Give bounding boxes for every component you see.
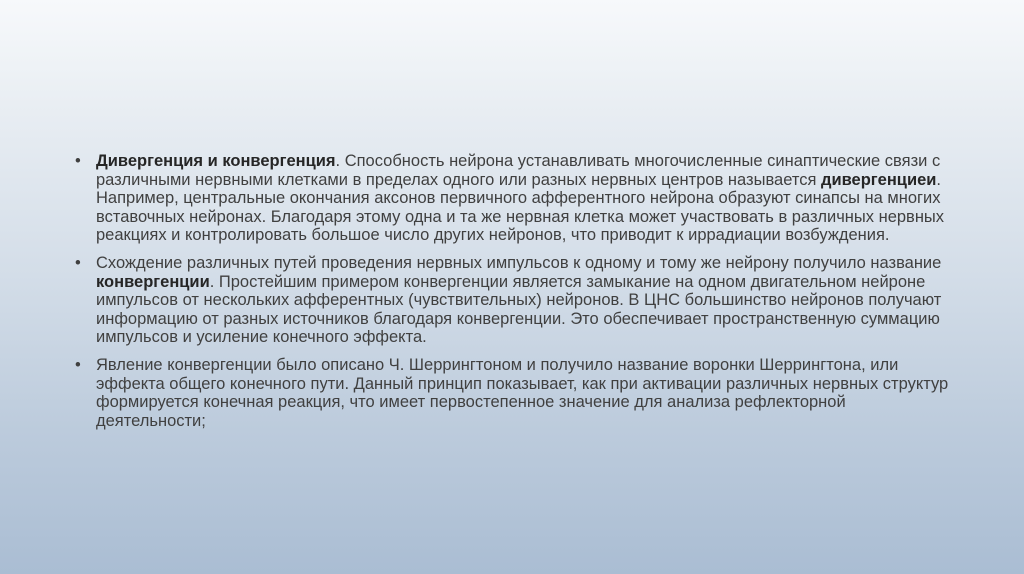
term-divergence: дивергенциеи — [820, 170, 937, 189]
bullet-item-convergence — [75, 254, 955, 347]
bullet-item-divergence — [75, 152, 955, 245]
bullet-text: . Способность нейрона устанавливать многочисленные синаптические связи с различными нервными клетками в пределах одного или разных нервных центров называется — [96, 152, 941, 189]
bullet-dot-icon: • — [75, 253, 81, 272]
bullet-text: Схождение различных путей проведения нервных импульсов к одному и тому же нейрону получило название — [96, 253, 942, 272]
bullet-item-sherrington — [75, 356, 955, 430]
bullet-dot-icon: • — [75, 152, 81, 170]
bullet-text: . Например, центральные окончания аксонов первичного афферентного нейрона образуют синапсы на многих вставочных нейронах. Благодаря этому одна и та же нервная клетка может участвовать в различных нервных реакциях и контролировать большое число других нейронов, что приводит к иррадиации возбуждения. — [96, 170, 945, 245]
bullet-text: Явление конвергенции было описано Ч. Шеррингтоном и получило название воронки Шеррингтона, или эффекта общего конечного пути. Данный принцип показывает, как при активации различных нервных структур формируется конечная реакция, что имеет первостепенное значение для анализа рефлекторной деятельности; — [96, 355, 949, 430]
bullet-list — [75, 152, 955, 439]
term-divergence-convergence: Дивергенция и конвергенция — [96, 152, 336, 170]
term-convergence: конвергенции — [96, 272, 210, 291]
bullet-text: . Простейшим примером конвергенции является замыкание на одном двигательном нейроне импульсов от нескольких афферентных (чувствительных) нейронов. В ЦНС большинство нейронов получают информацию от разных источников благодаря конвергенции. Это обеспечивает пространственную суммацию импульсов и усиление конечного эффекта. — [96, 272, 942, 347]
bullet-dot-icon: • — [75, 355, 81, 374]
